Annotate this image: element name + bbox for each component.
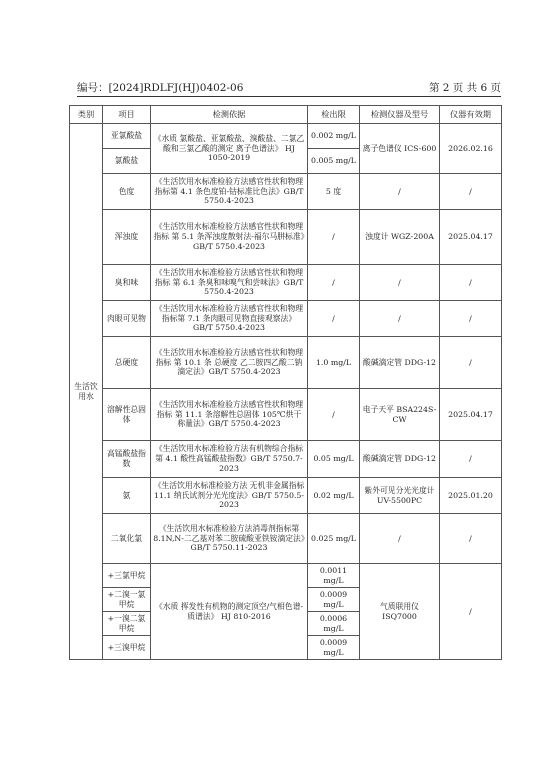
basis-cell: 《生活饮用水标准检验方法感官性状和物理指标第 4.1 条色度铂-钴标准比色法》GB/T 5750.4-2023 [151, 174, 308, 210]
item-cell: 亚氯酸盐 [103, 124, 151, 149]
item-cell: 浑浊度 [103, 210, 151, 265]
instrument-cell: 酸碱滴定管 DDG-12 [360, 337, 440, 389]
page-indicator: 第 2 页 共 6 页 [428, 82, 501, 94]
document-number: 编号：[2024]RDLFJ(HJ)0402-06 [77, 82, 244, 94]
basis-cell: 《生活饮用水标准检验方法感官性状和物理指标 第 5.1 条浑浊度散射法-福尔马肼标准》GB/T 5750.4-2023 [151, 210, 308, 265]
limit-cell: / [308, 301, 360, 337]
limit-cell: / [308, 389, 360, 441]
table-row [70, 174, 502, 210]
limit-cell: 0.0011 mg/L [308, 564, 360, 588]
basis-cell: 《生活饮用水标准检验方法感官性状和物理指标 第 10.1 条 总硬度 乙二胺四乙酸二钠滴定法》GB/T 5750.4-2023 [151, 337, 308, 389]
instrument-cell: / [360, 174, 440, 210]
basis-cell: 《水质 氯酸盐、亚氯酸盐、溴酸盐、二氯乙酸和三氯乙酸的测定 离子色谱法》 HJ 1050-2019 [151, 124, 308, 174]
item-cell: 肉眼可见物 [103, 301, 151, 337]
instrument-cell: 电子天平 BSA224S-CW [360, 389, 440, 441]
validity-cell: / [440, 564, 502, 660]
limit-cell: 0.05 mg/L [308, 441, 360, 478]
instrument-cell: / [360, 514, 440, 564]
table-row [70, 337, 502, 389]
header-item: 项目 [103, 106, 151, 124]
limit-cell: 5 度 [308, 174, 360, 210]
limit-cell: 0.0009 mg/L [308, 636, 360, 660]
item-cell: +三氯甲烷 [103, 564, 151, 588]
item-cell: 溶解性总固体 [103, 389, 151, 441]
limit-cell: 0.025 mg/L [308, 514, 360, 564]
basis-cell: 《生活饮用水标准检验方法 无机非金属指标 11.1 纳氏试剂分光光度法》GB/T 5750.5-2023 [151, 478, 308, 514]
category-cell: 生活饮用水 [70, 124, 103, 660]
validity-cell: 2025.01.20 [440, 478, 502, 514]
table-row [70, 514, 502, 564]
item-cell: 氨 [103, 478, 151, 514]
table-row [70, 124, 502, 149]
limit-cell: 0.0006 mg/L [308, 612, 360, 636]
limit-cell: 0.0009 mg/L [308, 588, 360, 612]
basis-cell: 《水质 挥发性有机物的测定顶空/气相色谱-质谱法》 HJ 810-2016 [151, 564, 308, 660]
limit-cell: 0.005 mg/L [308, 149, 360, 174]
instrument-cell: 气质联用仪 ISQ7000 [360, 564, 440, 660]
validity-cell: / [440, 265, 502, 301]
basis-cell: 《生活饮用水标准检验方法消毒剂指标第 8.1N,N-二乙基对苯二胺硫酸亚铁铵滴定法》GB/T 5750.11-2023 [151, 514, 308, 564]
header-basis: 检测依据 [151, 106, 308, 124]
basis-cell: 《生活饮用水标准检验方法有机物综合指标第 4.1 酸性高锰酸盐指数》GB/T 5750.7-2023 [151, 441, 308, 478]
header-category: 类别 [70, 106, 103, 124]
validity-cell: 2025.04.17 [440, 389, 502, 441]
table-row [70, 301, 502, 337]
validity-cell: 2026.02.16 [440, 124, 502, 174]
table-row [70, 564, 502, 588]
basis-cell: 《生活饮用水标准检验方法感官性状和物理指标 第 11.1 条溶解性总固体 105℃烘干称量法》GB/T 5750.4-2023 [151, 389, 308, 441]
instrument-cell: 浊度计 WGZ-200A [360, 210, 440, 265]
item-cell: 氯酸盐 [103, 149, 151, 174]
item-cell: 色度 [103, 174, 151, 210]
instrument-cell: 离子色谱仪 ICS-600 [360, 124, 440, 174]
validity-cell: / [440, 174, 502, 210]
item-cell: +三溴甲烷 [103, 636, 151, 660]
instrument-cell: / [360, 265, 440, 301]
test-basis-table [69, 105, 502, 660]
table-header-row [70, 106, 502, 124]
limit-cell: / [308, 265, 360, 301]
validity-cell: / [440, 301, 502, 337]
instrument-cell: 酸碱滴定管 DDG-12 [360, 441, 440, 478]
header-instrument: 检测仪器及型号 [360, 106, 440, 124]
table-row [70, 265, 502, 301]
validity-cell: 2025.04.17 [440, 210, 502, 265]
validity-cell: / [440, 441, 502, 478]
limit-cell: 1.0 mg/L [308, 337, 360, 389]
item-cell: 臭和味 [103, 265, 151, 301]
table-row [70, 389, 502, 441]
instrument-cell: / [360, 301, 440, 337]
page-header [77, 80, 501, 97]
item-cell: 总硬度 [103, 337, 151, 389]
limit-cell: 0.02 mg/L [308, 478, 360, 514]
table-row [70, 210, 502, 265]
table-row [70, 478, 502, 514]
instrument-cell: 紫外可见分光光度计 UV-5500PC [360, 478, 440, 514]
header-limit: 检出限 [308, 106, 360, 124]
limit-cell: 0.002 mg/L [308, 124, 360, 149]
table-row [70, 441, 502, 478]
item-cell: +一溴二氯甲烷 [103, 612, 151, 636]
item-cell: 二氧化氯 [103, 514, 151, 564]
basis-cell: 《生活饮用水标准检验方法感官性状和物理指标第 7.1 条肉眼可见物直接观察法》GB/T 5750.4-2023 [151, 301, 308, 337]
item-cell: 高锰酸盐指数 [103, 441, 151, 478]
basis-cell: 《生活饮用水标准检验方法感官性状和物理指标 第 6.1 条臭和味嗅气和尝味法》GB/T 5750.4-2023 [151, 265, 308, 301]
limit-cell: / [308, 210, 360, 265]
validity-cell: / [440, 514, 502, 564]
header-validity: 仪器有效期 [440, 106, 502, 124]
item-cell: +二溴一氯甲烷 [103, 588, 151, 612]
validity-cell: / [440, 337, 502, 389]
